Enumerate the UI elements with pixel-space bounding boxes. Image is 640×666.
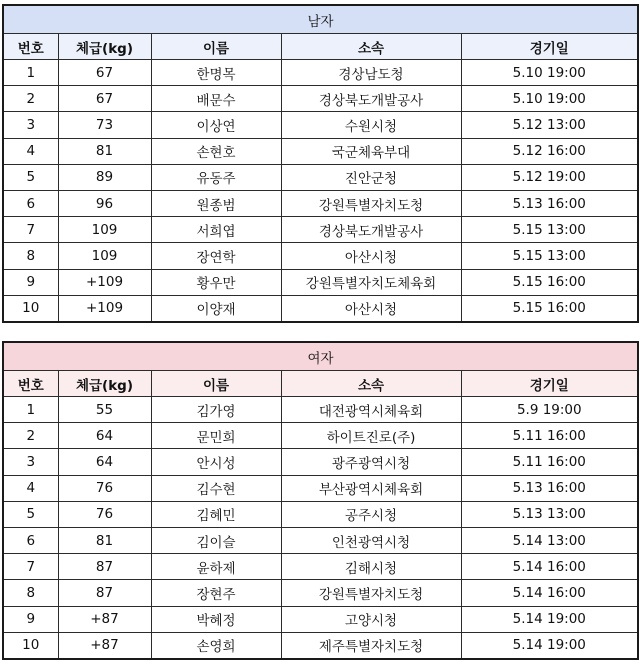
table-row (3, 501, 638, 527)
table-row (3, 190, 638, 216)
cell-match-date: 5.13 16:00 (461, 190, 638, 216)
cell-name: 원종범 (151, 190, 281, 216)
table-row (3, 397, 638, 423)
cell-name: 황우만 (151, 269, 281, 295)
table-row (3, 580, 638, 606)
cell-number: 2 (3, 86, 58, 112)
cell-name: 장연학 (151, 243, 281, 269)
cell-weight-class: 81 (58, 527, 151, 553)
cell-name: 안시성 (151, 449, 281, 475)
cell-number: 3 (3, 112, 58, 138)
cell-affiliation: 공주시청 (281, 501, 461, 527)
cell-number: 8 (3, 243, 58, 269)
header-match-date: 경기일 (461, 371, 638, 397)
cell-weight-class: 96 (58, 190, 151, 216)
cell-match-date: 5.15 16:00 (461, 269, 638, 295)
table-row (3, 527, 638, 553)
cell-match-date: 5.12 16:00 (461, 138, 638, 164)
cell-match-date: 5.14 19:00 (461, 632, 638, 659)
cell-weight-class: 67 (58, 60, 151, 86)
cell-weight-class: +87 (58, 606, 151, 632)
cell-name: 손현호 (151, 138, 281, 164)
cell-match-date: 5.12 13:00 (461, 112, 638, 138)
cell-match-date: 5.13 16:00 (461, 475, 638, 501)
cell-number: 9 (3, 269, 58, 295)
men-table-title: 남자 (3, 5, 638, 34)
cell-name: 장현주 (151, 580, 281, 606)
cell-affiliation: 수원시청 (281, 112, 461, 138)
table-row (3, 217, 638, 243)
cell-affiliation: 아산시청 (281, 295, 461, 322)
cell-number: 5 (3, 501, 58, 527)
cell-affiliation: 고양시청 (281, 606, 461, 632)
table-row (3, 295, 638, 322)
table-row (3, 60, 638, 86)
cell-number: 5 (3, 164, 58, 190)
cell-match-date: 5.10 19:00 (461, 60, 638, 86)
cell-affiliation: 진안군청 (281, 164, 461, 190)
table-row (3, 112, 638, 138)
cell-number: 7 (3, 217, 58, 243)
cell-number: 6 (3, 527, 58, 553)
cell-affiliation: 하이트진로(주) (281, 423, 461, 449)
cell-match-date: 5.14 19:00 (461, 606, 638, 632)
table-row (3, 475, 638, 501)
header-affiliation: 소속 (281, 34, 461, 60)
header-name: 이름 (151, 371, 281, 397)
cell-name: 손영희 (151, 632, 281, 659)
cell-weight-class: +87 (58, 632, 151, 659)
cell-number: 2 (3, 423, 58, 449)
cell-number: 3 (3, 449, 58, 475)
cell-number: 10 (3, 295, 58, 322)
cell-name: 김혜민 (151, 501, 281, 527)
header-number: 번호 (3, 371, 58, 397)
header-weight-class: 체급(kg) (58, 34, 151, 60)
cell-affiliation: 경상북도개발공사 (281, 86, 461, 112)
men-header-row (3, 34, 638, 60)
cell-match-date: 5.10 19:00 (461, 86, 638, 112)
cell-name: 문민희 (151, 423, 281, 449)
cell-match-date: 5.11 16:00 (461, 449, 638, 475)
cell-weight-class: 73 (58, 112, 151, 138)
cell-weight-class: +109 (58, 295, 151, 322)
cell-name: 윤하제 (151, 554, 281, 580)
table-row (3, 632, 638, 659)
cell-weight-class: 67 (58, 86, 151, 112)
cell-number: 1 (3, 397, 58, 423)
cell-name: 이상연 (151, 112, 281, 138)
table-row (3, 554, 638, 580)
header-weight-class: 체급(kg) (58, 371, 151, 397)
cell-name: 서희엽 (151, 217, 281, 243)
cell-match-date: 5.12 19:00 (461, 164, 638, 190)
cell-weight-class: 109 (58, 243, 151, 269)
cell-number: 7 (3, 554, 58, 580)
cell-number: 1 (3, 60, 58, 86)
cell-match-date: 5.14 16:00 (461, 554, 638, 580)
women-table-body (3, 342, 638, 659)
cell-weight-class: 64 (58, 423, 151, 449)
cell-weight-class: 76 (58, 475, 151, 501)
cell-weight-class: 81 (58, 138, 151, 164)
cell-affiliation: 국군체육부대 (281, 138, 461, 164)
cell-number: 8 (3, 580, 58, 606)
cell-number: 9 (3, 606, 58, 632)
cell-affiliation: 아산시청 (281, 243, 461, 269)
cell-weight-class: 64 (58, 449, 151, 475)
cell-match-date: 5.11 16:00 (461, 423, 638, 449)
men-table-body (3, 5, 638, 322)
cell-number: 4 (3, 475, 58, 501)
table-row (3, 86, 638, 112)
table-row (3, 138, 638, 164)
cell-affiliation: 경상북도개발공사 (281, 217, 461, 243)
men-table (2, 4, 639, 323)
cell-affiliation: 강원특별자치도체육회 (281, 269, 461, 295)
table-row (3, 243, 638, 269)
cell-affiliation: 강원특별자치도청 (281, 190, 461, 216)
cell-number: 6 (3, 190, 58, 216)
cell-weight-class: 87 (58, 554, 151, 580)
cell-match-date: 5.15 13:00 (461, 243, 638, 269)
cell-name: 유동주 (151, 164, 281, 190)
cell-weight-class: 109 (58, 217, 151, 243)
header-name: 이름 (151, 34, 281, 60)
table-row (3, 606, 638, 632)
table-row (3, 164, 638, 190)
cell-match-date: 5.14 16:00 (461, 580, 638, 606)
table-row (3, 423, 638, 449)
cell-match-date: 5.15 16:00 (461, 295, 638, 322)
cell-affiliation: 강원특별자치도청 (281, 580, 461, 606)
cell-name: 한명목 (151, 60, 281, 86)
cell-match-date: 5.14 13:00 (461, 527, 638, 553)
cell-weight-class: +109 (58, 269, 151, 295)
cell-name: 김가영 (151, 397, 281, 423)
cell-weight-class: 89 (58, 164, 151, 190)
cell-name: 배문수 (151, 86, 281, 112)
cell-affiliation: 부산광역시체육회 (281, 475, 461, 501)
cell-affiliation: 인천광역시청 (281, 527, 461, 553)
cell-affiliation: 경상남도청 (281, 60, 461, 86)
cell-affiliation: 김해시청 (281, 554, 461, 580)
cell-weight-class: 87 (58, 580, 151, 606)
cell-weight-class: 55 (58, 397, 151, 423)
cell-weight-class: 76 (58, 501, 151, 527)
cell-affiliation: 대전광역시체육회 (281, 397, 461, 423)
cell-number: 4 (3, 138, 58, 164)
header-number: 번호 (3, 34, 58, 60)
table-row (3, 269, 638, 295)
cell-affiliation: 제주특별자치도청 (281, 632, 461, 659)
cell-name: 이양재 (151, 295, 281, 322)
cell-name: 김수현 (151, 475, 281, 501)
cell-affiliation: 광주광역시청 (281, 449, 461, 475)
cell-name: 박혜정 (151, 606, 281, 632)
cell-match-date: 5.13 13:00 (461, 501, 638, 527)
women-header-row (3, 371, 638, 397)
header-match-date: 경기일 (461, 34, 638, 60)
cell-number: 10 (3, 632, 58, 659)
cell-match-date: 5.9 19:00 (461, 397, 638, 423)
header-affiliation: 소속 (281, 371, 461, 397)
women-table-title: 여자 (3, 342, 638, 371)
table-row (3, 449, 638, 475)
cell-match-date: 5.15 13:00 (461, 217, 638, 243)
cell-name: 김이슬 (151, 527, 281, 553)
women-table (2, 341, 639, 660)
